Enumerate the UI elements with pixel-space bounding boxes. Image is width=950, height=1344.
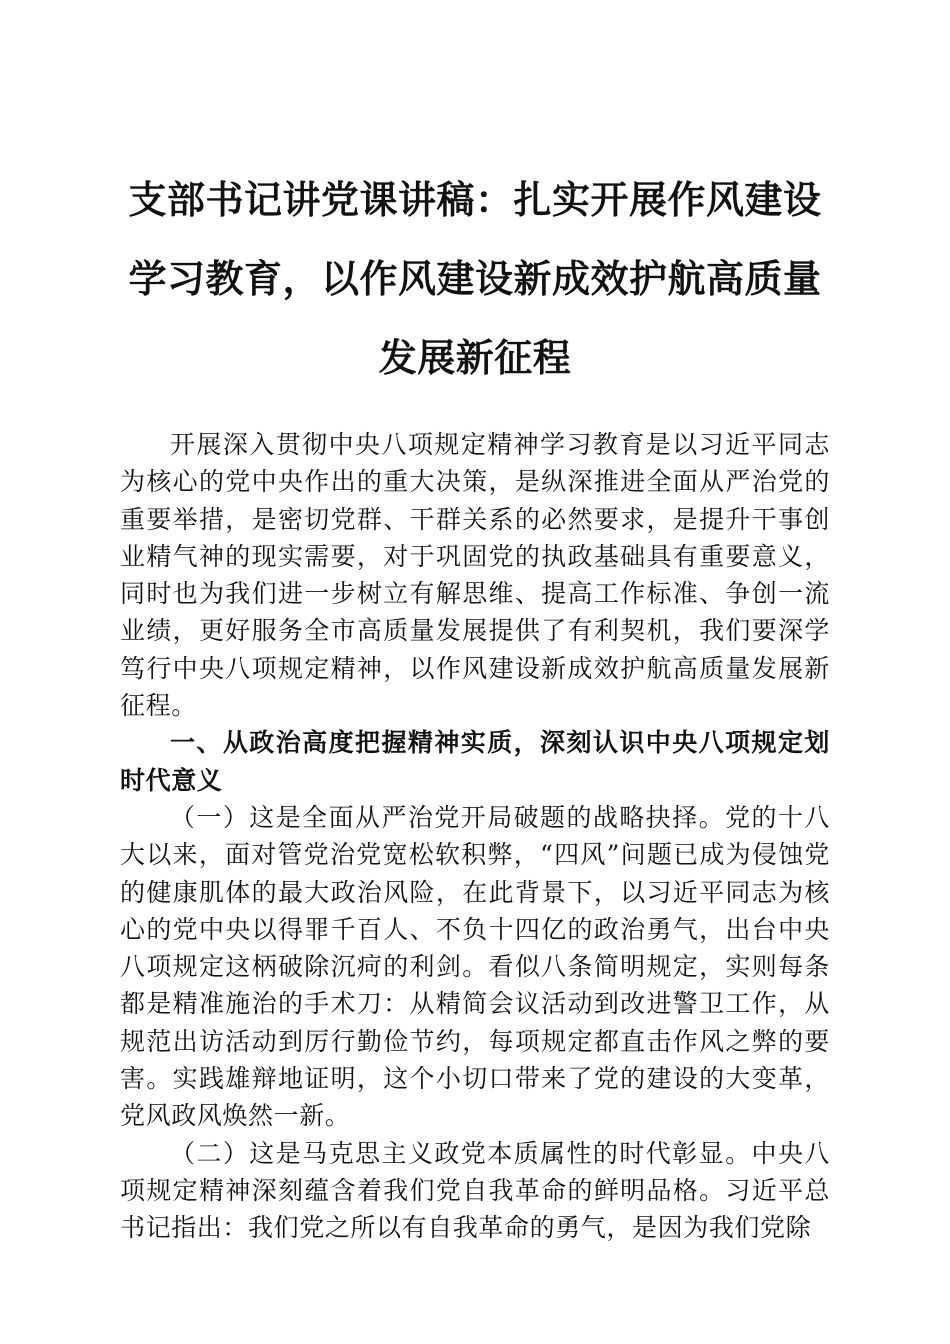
intro-paragraph: 开展深入贯彻中央八项规定精神学习教育是以习近平同志为核心的党中央作出的重大决策，是纵深推进全面从严治党的重要举措，是密切党群、干群关系的必然要求，是提升干事创业精气神的现实需要，对于巩固党的执政基础具有重要意义，同时也为我们进一步树立有解思维、提高工作标准、争创一流业绩，更好服务全市高质量发展提供了有利契机，我们要深学笃行中央八项规定精神，以作风建设新成效护航高质量发展新征程。 xyxy=(120,430,830,721)
document-body xyxy=(120,426,830,1247)
document-title: 支部书记讲党课讲稿：扎实开展作风建设学习教育，以作风建设新成效护航高质量发展新征程 xyxy=(128,177,822,380)
body-paragraph: （二）这是马克思主义政党本质属性的时代彰显。中央八项规定精神深刻蕴含着我们党自我革命的鲜明品格。习近平总书记指出：我们党之所以有自我革命的勇气，是因为我们党除 xyxy=(120,1138,830,1243)
section-heading: 一、从政治高度把握精神实质，深刻认识中央八项规定划时代意义 xyxy=(120,728,830,795)
body-paragraph: （一）这是全面从严治党开局破题的战略抉择。党的十八大以来，面对管党治党宽松软积弊，“四风”问题已成为侵蚀党的健康肌体的最大政治风险，在此背景下，以习近平同志为核心的党中央以得罪千百人、不负十四亿的政治勇气，出台中央八项规定这柄破除沉疴的利剑。看似八条简明规定，实则每条都是精准施治的手术刀：从精简会议活动到改进警卫工作，从规范出访活动到厉行勤俭节约，每项规定都直击作风之弊的要害。实践雄辩地证明，这个小切口带来了党的建设的大变革，党风政风焕然一新。 xyxy=(120,802,830,1131)
